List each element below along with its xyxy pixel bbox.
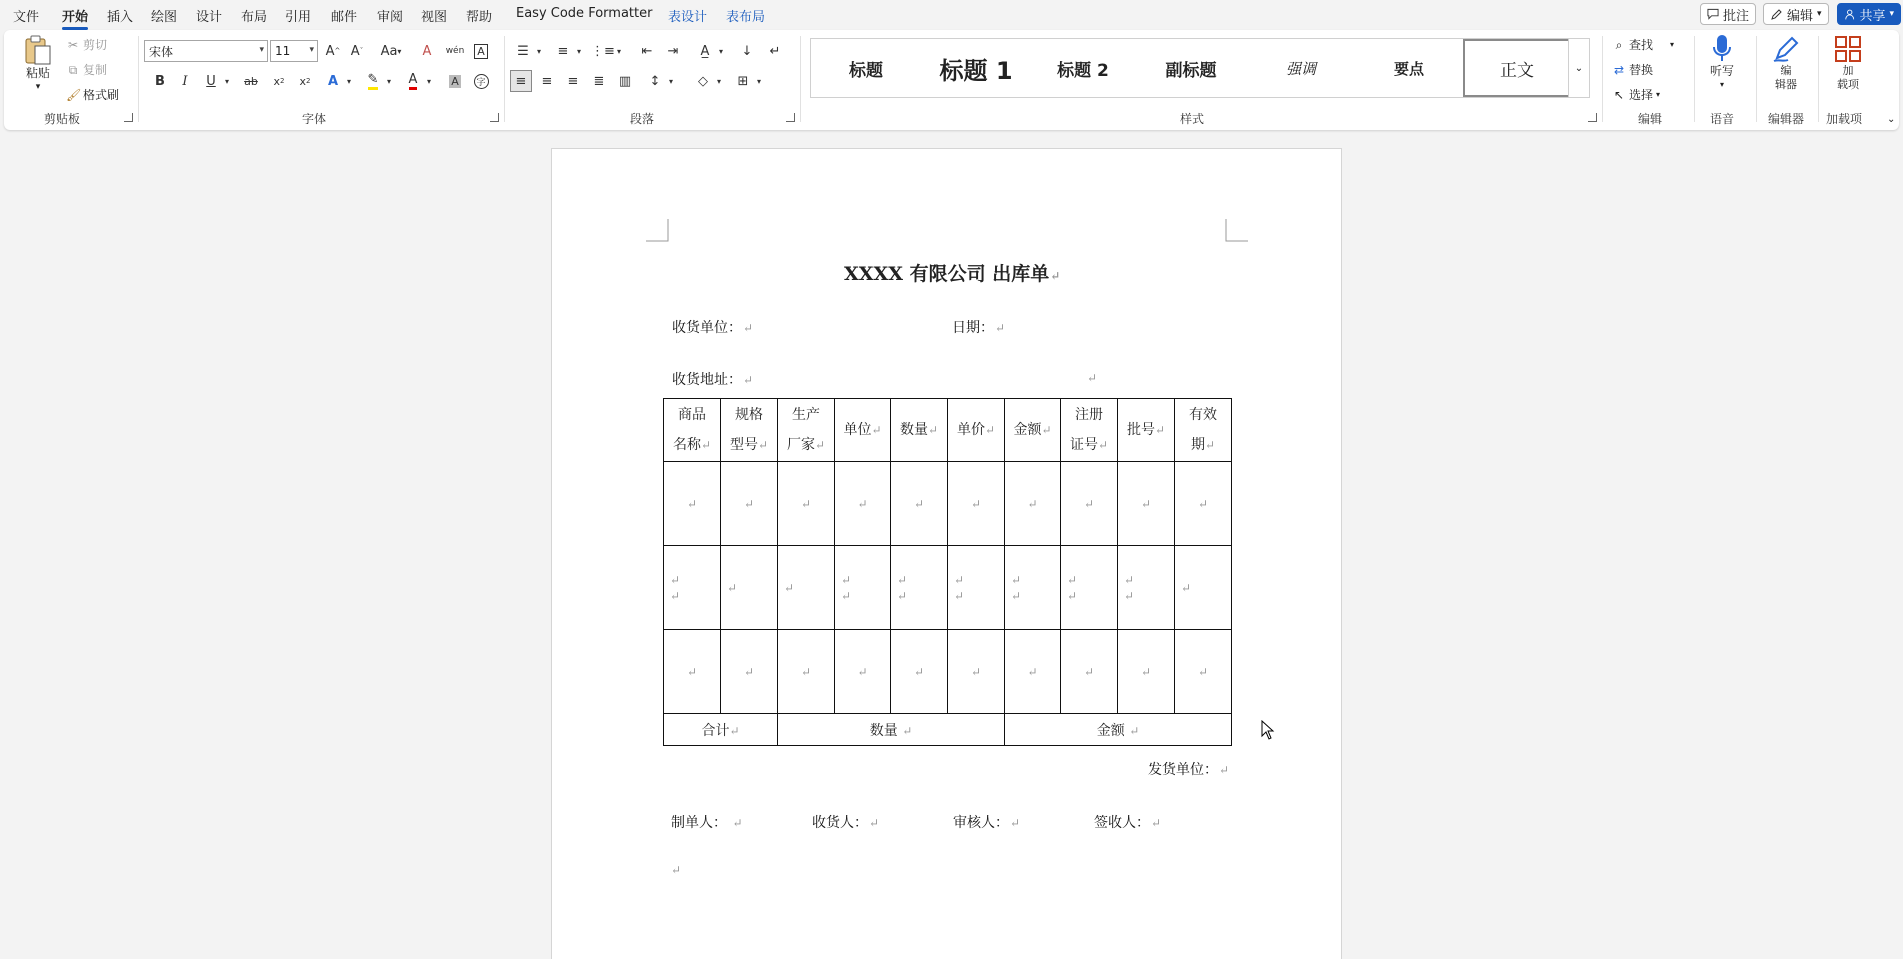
justify-icon[interactable]: ≣ — [593, 73, 605, 89]
editor-group-label: 编辑器 — [1768, 112, 1805, 126]
tab-draw[interactable]: 绘图 — [151, 10, 178, 25]
table-cell[interactable]: ↵ ↵ — [1061, 546, 1118, 630]
table-cell[interactable]: ↵ — [891, 462, 948, 546]
copy-icon: ⧉ — [68, 62, 78, 77]
table-row — [664, 546, 1232, 630]
table-cell[interactable]: ↵ — [778, 462, 835, 546]
sort-icon[interactable]: ↓ — [741, 43, 753, 59]
clipboard-group-label: 剪贴板 — [44, 112, 81, 126]
clear-formatting-icon[interactable]: A — [422, 43, 432, 59]
header-cell[interactable]: 注册 证号↵ — [1061, 399, 1118, 462]
sender-unit-label: 发货单位：↵ — [1148, 762, 1230, 778]
signer-reviewer-label: 审核人：↵ — [953, 815, 1021, 831]
table-cell[interactable]: ↵ ↵ — [891, 546, 948, 630]
group-divider — [1756, 36, 1757, 122]
chevron-down-icon[interactable]: ▾ — [616, 46, 621, 56]
chevron-down-icon: ▾ — [259, 45, 264, 55]
cursor-icon: ↖ — [1613, 87, 1625, 102]
table-cell[interactable]: ↵ — [835, 462, 891, 546]
distributed-icon[interactable]: ▥ — [618, 73, 632, 89]
bullets-icon[interactable]: ☰ — [517, 43, 529, 59]
style-emphasis[interactable]: 强调 — [1285, 59, 1316, 78]
chevron-down-icon: ▾ — [1719, 80, 1724, 89]
table-cell[interactable]: ↵ — [1118, 630, 1175, 714]
copy-button[interactable] — [66, 61, 107, 78]
paragraph-mark: ↵ — [671, 863, 682, 877]
table-cell[interactable]: ↵ ↵ — [835, 546, 891, 630]
comment-icon — [1707, 8, 1719, 20]
find-label: 查找 — [1629, 38, 1654, 52]
table-row — [664, 462, 1232, 546]
tab-table-layout[interactable]: 表布局 — [726, 10, 766, 25]
styles-group-label: 样式 — [1180, 112, 1205, 126]
shading-icon[interactable]: ◇ — [698, 73, 708, 89]
comment-button[interactable] — [1700, 3, 1756, 25]
receiver-address-label: 收货地址：↵ — [672, 372, 754, 388]
signer-maker-label: 制单人： ↵ — [671, 815, 743, 831]
table-cell[interactable]: ↵ — [835, 630, 891, 714]
group-divider — [1694, 36, 1695, 122]
addins-grid-icon — [1833, 34, 1863, 64]
share-button[interactable] — [1837, 3, 1901, 25]
signer-receiver-label: 收货人：↵ — [812, 815, 880, 831]
font-group-label: 字体 — [302, 112, 327, 126]
select-button[interactable] — [1612, 86, 1660, 103]
outbound-table[interactable] — [663, 398, 1232, 746]
group-divider — [1818, 36, 1819, 122]
replace-button[interactable] — [1612, 61, 1653, 78]
style-strong[interactable]: 要点 — [1393, 59, 1424, 78]
chevron-down-icon[interactable]: ▾ — [426, 76, 431, 86]
document-title: XXXX 有限公司 出库单↵ — [844, 263, 1061, 285]
strikethrough-icon[interactable]: ab — [244, 74, 258, 88]
format-painter-label: 格式刷 — [83, 88, 120, 102]
chevron-down-icon[interactable]: ▾ — [718, 46, 723, 56]
change-case-label: Aa — [380, 43, 398, 59]
editing-mode-button[interactable] — [1763, 3, 1829, 25]
align-left-icon[interactable]: ≡ — [510, 70, 532, 92]
numbering-icon[interactable]: ≡ — [557, 43, 569, 59]
margin-corner-mark — [1224, 219, 1248, 243]
chevron-down-icon[interactable]: ▾ — [668, 76, 673, 86]
receiver-unit-label: 收货单位：↵ — [672, 320, 754, 336]
chevron-down-icon[interactable]: ▾ — [536, 46, 541, 56]
table-cell[interactable]: ↵ — [1061, 630, 1118, 714]
menu-bar — [0, 0, 1903, 28]
paragraph-dialog-launcher[interactable] — [786, 113, 795, 122]
align-right-icon[interactable]: ≡ — [567, 73, 579, 89]
font-size-value: 11 — [275, 44, 291, 58]
group-divider — [800, 36, 801, 122]
font-name-value: 宋体 — [149, 44, 174, 59]
dictate-button[interactable] — [1704, 34, 1740, 92]
table-cell[interactable]: ↵ — [1175, 462, 1232, 546]
character-shading-icon[interactable]: A — [451, 74, 459, 88]
tab-review[interactable]: 审阅 — [377, 10, 404, 25]
text-effects-icon[interactable]: A — [327, 73, 339, 89]
cut-label: 剪切 — [83, 38, 108, 52]
microphone-icon — [1711, 34, 1733, 64]
chevron-down-icon: ▾ — [1670, 40, 1675, 49]
change-case-button[interactable] — [374, 40, 408, 62]
share-label: 共享 — [1859, 8, 1886, 24]
find-button[interactable] — [1612, 36, 1674, 53]
editor-pen-icon — [1771, 34, 1801, 64]
style-normal[interactable]: 正文 — [1463, 39, 1571, 97]
editor-button[interactable] — [1764, 34, 1808, 92]
replace-icon: ⇄ — [1613, 62, 1625, 77]
scissors-icon: ✂ — [67, 37, 79, 52]
header-cell[interactable]: 数量↵ — [891, 399, 948, 462]
tab-references[interactable]: 引用 — [285, 10, 312, 25]
italic-icon[interactable]: I — [182, 73, 188, 89]
date-label: 日期：↵ — [952, 320, 1006, 336]
header-cell[interactable]: 单价↵ — [948, 399, 1005, 462]
header-cell[interactable]: 规格 型号↵ — [721, 399, 778, 462]
chevron-down-icon[interactable]: ▾ — [716, 76, 721, 86]
total-cell[interactable]: 合计↵ — [664, 714, 778, 746]
header-cell[interactable]: 单位↵ — [835, 399, 891, 462]
table-cell[interactable]: ↵ ↵ — [1118, 546, 1175, 630]
ribbon — [4, 30, 1899, 130]
multilevel-list-icon[interactable]: ⋮≡ — [591, 43, 615, 59]
dictate-label: 听写 — [1709, 64, 1734, 78]
clipboard-dialog-launcher[interactable] — [124, 113, 133, 122]
chevron-down-icon[interactable]: ▾ — [756, 76, 761, 86]
chevron-down-icon: ▾ — [1817, 9, 1822, 19]
editing-mode-label: 编辑 — [1787, 8, 1814, 24]
styles-dialog-launcher[interactable] — [1588, 113, 1597, 122]
format-painter-button[interactable] — [66, 86, 119, 103]
table-cell[interactable]: ↵ ↵ — [1005, 546, 1061, 630]
superscript-icon[interactable]: x 2 — [299, 74, 311, 88]
search-icon: ⌕ — [1615, 37, 1623, 52]
chevron-down-icon[interactable]: ▾ — [224, 76, 229, 86]
table-cell[interactable]: ↵ — [1061, 462, 1118, 546]
pencil-icon — [1770, 8, 1783, 21]
chevron-down-icon: ▾ — [309, 45, 314, 55]
table-cell[interactable]: ↵ — [891, 630, 948, 714]
increase-indent-icon[interactable]: ⇥ — [667, 43, 679, 59]
highlight-icon[interactable]: ✎ — [362, 70, 384, 92]
table-row — [664, 630, 1232, 714]
table-cell[interactable]: ↵ — [778, 546, 835, 630]
brush-icon: 🖌 — [66, 87, 82, 102]
tab-home[interactable]: 开始 — [62, 6, 88, 25]
header-cell[interactable]: 商品 名称↵ — [664, 399, 721, 462]
styles-more-button[interactable]: ⌄ — [1568, 38, 1590, 98]
paste-icon — [23, 34, 53, 66]
header-cell[interactable]: 生产 厂家↵ — [778, 399, 835, 462]
table-cell[interactable]: ↵ — [1005, 630, 1061, 714]
borders-icon[interactable]: ⊞ — [737, 73, 749, 89]
shrink-font-icon[interactable]: A ˇ — [350, 43, 364, 59]
decrease-indent-icon[interactable]: ⇤ — [641, 43, 653, 59]
table-cell[interactable]: ↵ ↵ — [948, 546, 1005, 630]
tab-layout[interactable]: 布局 — [241, 10, 268, 25]
character-border-icon[interactable]: A — [470, 40, 492, 62]
tab-table-design[interactable]: 表设计 — [668, 10, 708, 25]
table-cell[interactable]: ↵ — [664, 630, 721, 714]
enclose-characters-icon[interactable]: 字 — [470, 70, 492, 92]
table-cell[interactable]: ↵ — [1175, 630, 1232, 714]
table-footer-row — [664, 714, 1232, 746]
style-heading-2[interactable]: 标题 2 — [1057, 60, 1109, 81]
replace-label: 替换 — [1629, 63, 1654, 77]
collapse-ribbon-icon[interactable]: ⌄ — [1887, 114, 1896, 125]
table-cell[interactable]: ↵ — [721, 630, 778, 714]
addins-group-label: 加载项 — [1826, 112, 1863, 126]
chevron-down-icon: ▾ — [397, 46, 402, 56]
table-cell[interactable]: ↵ — [721, 546, 778, 630]
header-cell[interactable]: 有效 期↵ — [1175, 399, 1232, 462]
paragraph-mark: ↵ — [1087, 371, 1098, 385]
total-quantity-cell[interactable]: 数量 ↵ — [778, 714, 1005, 746]
paste-button[interactable] — [18, 34, 58, 94]
chevron-down-icon[interactable]: ▾ — [576, 46, 581, 56]
voice-group-label: 语音 — [1710, 112, 1735, 126]
select-label: 选择 — [1629, 88, 1654, 102]
font-name-select[interactable] — [144, 40, 268, 62]
margin-corner-mark — [646, 219, 670, 243]
tab-file[interactable]: 文件 — [13, 10, 40, 25]
table-cell[interactable]: ↵ ↵ — [664, 546, 721, 630]
share-icon — [1844, 8, 1855, 21]
addins-button[interactable] — [1826, 34, 1870, 92]
tab-design[interactable]: 设计 — [196, 10, 223, 25]
mouse-pointer-icon — [1261, 720, 1275, 740]
table-cell[interactable]: ↵ — [721, 462, 778, 546]
line-spacing-icon[interactable]: ↕ — [649, 73, 661, 89]
chevron-down-icon[interactable]: ▾ — [346, 76, 351, 86]
table-cell[interactable]: ↵ — [1175, 546, 1232, 630]
font-size-select[interactable] — [270, 40, 318, 62]
style-subtitle[interactable]: 副标题 — [1165, 60, 1217, 81]
cut-button[interactable] — [66, 36, 107, 53]
total-amount-cell[interactable]: 金额 ↵ — [1005, 714, 1232, 746]
style-heading[interactable]: 标题 — [849, 60, 883, 81]
style-heading-1[interactable]: 标题 1 — [939, 56, 1013, 85]
header-cell[interactable]: 金额↵ — [1005, 399, 1061, 462]
subscript-icon[interactable]: x 2 — [273, 74, 285, 88]
show-hide-marks-icon[interactable]: ↵ — [769, 43, 781, 59]
table-cell[interactable]: ↵ — [664, 462, 721, 546]
comment-label: 批注 — [1722, 8, 1749, 24]
phonetic-guide-icon[interactable]: wén — [445, 46, 465, 56]
table-cell[interactable]: ↵ — [948, 462, 1005, 546]
table-header-row — [664, 399, 1232, 462]
chevron-down-icon: ▾ — [1889, 9, 1894, 19]
tab-easy-code-formatter[interactable]: Easy Code Formatter — [516, 6, 653, 21]
underline-icon[interactable]: U — [206, 73, 216, 89]
group-divider — [504, 36, 505, 122]
chevron-down-icon: ▾ — [1656, 90, 1661, 99]
table-cell[interactable]: ↵ — [948, 630, 1005, 714]
paste-label: 粘贴 — [25, 66, 50, 80]
tab-insert[interactable]: 插入 — [107, 10, 134, 25]
editing-group-label: 编辑 — [1638, 112, 1663, 126]
font-dialog-launcher[interactable] — [490, 113, 499, 122]
document-page[interactable] — [551, 148, 1342, 959]
font-color-icon[interactable]: A — [402, 70, 424, 92]
copy-label: 复制 — [83, 63, 108, 77]
chevron-down-icon[interactable]: ▾ — [386, 76, 391, 86]
signer-signee-label: 签收人：↵ — [1094, 815, 1162, 831]
grow-font-icon[interactable]: A ^ — [325, 43, 341, 59]
group-divider — [1602, 36, 1603, 122]
tab-mailings[interactable]: 邮件 — [331, 10, 358, 25]
editor-label: 编 辑器 — [1775, 64, 1797, 91]
group-divider — [138, 36, 139, 122]
header-cell[interactable]: 批号↵ — [1118, 399, 1175, 462]
addins-label: 加 载项 — [1837, 64, 1859, 91]
tab-help[interactable]: 帮助 — [466, 10, 493, 25]
styles-gallery — [810, 38, 1590, 98]
asian-layout-icon[interactable]: A̲ — [700, 43, 710, 59]
table-cell[interactable]: ↵ — [1005, 462, 1061, 546]
bold-icon[interactable]: B — [155, 73, 165, 89]
paragraph-group-label: 段落 — [630, 112, 655, 126]
tab-view[interactable]: 视图 — [421, 10, 448, 25]
table-cell[interactable]: ↵ — [778, 630, 835, 714]
align-center-icon[interactable]: ≡ — [541, 73, 553, 89]
table-cell[interactable]: ↵ — [1118, 462, 1175, 546]
chevron-down-icon: ▾ — [35, 82, 41, 92]
